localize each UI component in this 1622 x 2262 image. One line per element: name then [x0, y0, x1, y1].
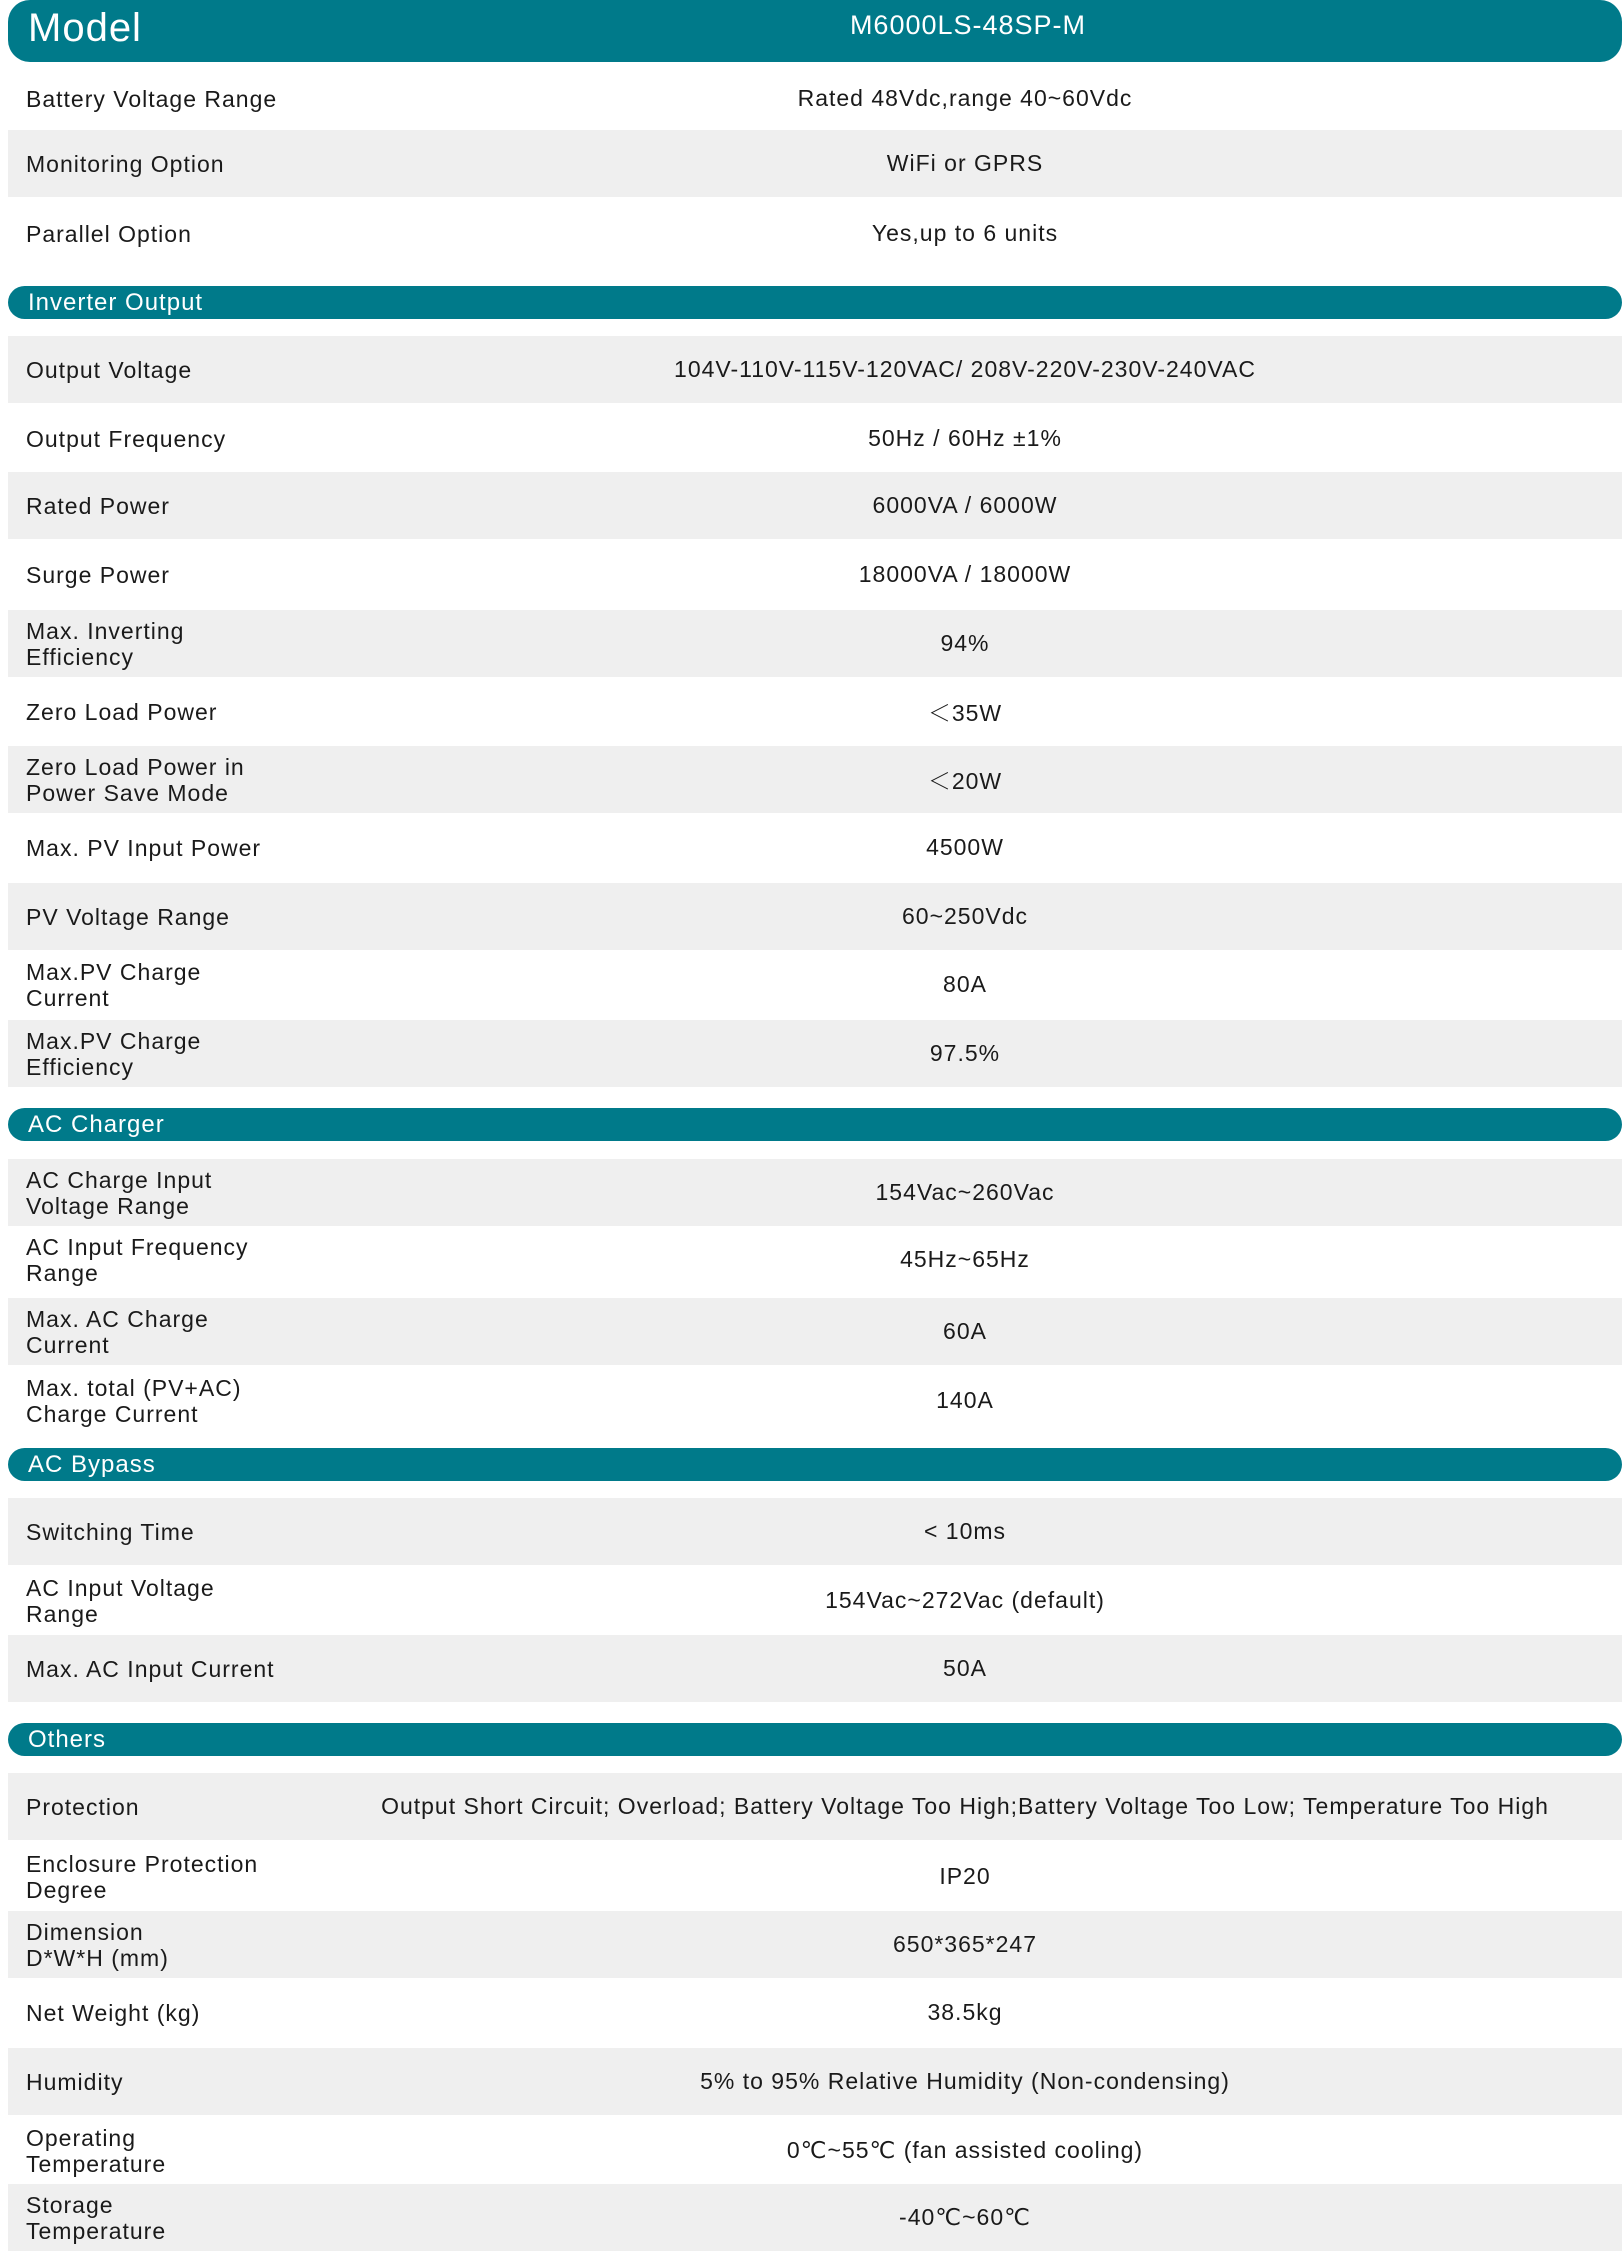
- spec-value: 6000VA / 6000W: [872, 492, 1058, 518]
- spec-value: IP20: [939, 1863, 991, 1889]
- spec-row: [8, 951, 1622, 1018]
- section-title: Inverter Output: [28, 289, 204, 316]
- spec-row: [8, 1298, 1622, 1365]
- spec-value: Rated 48Vdc,range 40~60Vdc: [797, 85, 1133, 111]
- spec-value: 154Vac~272Vac (default): [825, 1587, 1105, 1613]
- section-title: AC Bypass: [28, 1451, 156, 1478]
- section-header-inverter-output: [8, 286, 1622, 319]
- spec-row: [8, 1226, 1622, 1293]
- spec-value: 4500W: [926, 834, 1004, 860]
- spec-value: 140A: [936, 1387, 994, 1413]
- spec-row: [8, 1843, 1622, 1910]
- spec-value: < 10ms: [923, 1518, 1007, 1544]
- spec-key: AC Input Frequency Range: [26, 1233, 249, 1286]
- spec-key: Rated Power: [26, 492, 170, 519]
- spec-row: [8, 2184, 1622, 2251]
- spec-key: Dimension D*W*H (mm): [26, 1918, 169, 1971]
- spec-row: [8, 1635, 1622, 1702]
- section-header-others: [8, 1723, 1622, 1756]
- spec-key: Output Frequency: [26, 425, 227, 452]
- section-title: AC Charger: [28, 1111, 165, 1138]
- spec-key: Protection: [26, 1793, 140, 1820]
- spec-value: 97.5%: [929, 1040, 1001, 1066]
- spec-row: [8, 883, 1622, 950]
- spec-row: [8, 2117, 1622, 2184]
- spec-value: 60~250Vdc: [901, 903, 1029, 929]
- spec-key: Zero Load Power in Power Save Mode: [26, 753, 245, 806]
- spec-value: 0℃~55℃ (fan assisted cooling): [786, 2137, 1144, 2163]
- spec-row: [8, 1567, 1622, 1634]
- spec-value: 38.5kg: [927, 1999, 1003, 2025]
- spec-row: [8, 1979, 1622, 2046]
- spec-value: 94%: [940, 630, 990, 656]
- spec-row: [8, 1367, 1622, 1434]
- spec-key: Surge Power: [26, 561, 170, 588]
- spec-row: [8, 1911, 1622, 1978]
- spec-key: PV Voltage Range: [26, 903, 230, 930]
- spec-row: [8, 678, 1622, 745]
- spec-key: Enclosure Protection Degree: [26, 1850, 259, 1903]
- spec-value: 60A: [943, 1318, 987, 1344]
- spec-row: [8, 405, 1622, 472]
- spec-key: Max. AC Input Current: [26, 1655, 275, 1682]
- model-header: [8, 0, 1622, 62]
- section-title: Others: [28, 1726, 107, 1753]
- spec-row: [8, 130, 1622, 197]
- spec-row: [8, 1020, 1622, 1087]
- spec-value: ＜35W: [927, 700, 1003, 726]
- model-label: Model: [28, 6, 142, 50]
- spec-row: [8, 746, 1622, 813]
- spec-key: Parallel Option: [26, 220, 192, 247]
- section-header-ac-bypass: [8, 1448, 1622, 1481]
- spec-key: Max. total (PV+AC) Charge Current: [26, 1374, 242, 1427]
- spec-key: Battery Voltage Range: [26, 85, 278, 112]
- spec-key: Zero Load Power: [26, 698, 218, 725]
- spec-value: 650*365*247: [892, 1931, 1038, 1957]
- model-value: M6000LS-48SP-M: [849, 10, 1087, 40]
- spec-key: Net Weight (kg): [26, 1999, 201, 2026]
- spec-value: WiFi or GPRS: [886, 150, 1044, 176]
- spec-value: 154Vac~260Vac: [875, 1179, 1055, 1205]
- spec-value: 50Hz / 60Hz ±1%: [868, 425, 1062, 451]
- spec-key: Max.PV Charge Current: [26, 958, 202, 1011]
- spec-row: [8, 541, 1622, 608]
- spec-row: [8, 200, 1622, 267]
- spec-key: Humidity: [26, 2068, 124, 2095]
- spec-row: [8, 2048, 1622, 2115]
- spec-key: Operating Temperature: [26, 2124, 167, 2177]
- spec-row: [8, 1498, 1622, 1565]
- spec-row: [8, 65, 1622, 132]
- spec-value: Output Short Circuit; Overload; Battery Voltage Too High;Battery Voltage Too Low; Temperature Too High: [381, 1793, 1549, 1819]
- spec-key: Output Voltage: [26, 356, 193, 383]
- spec-value: 5% to 95% Relative Humidity (Non-condensing): [700, 2068, 1230, 2094]
- spec-value: 50A: [943, 1655, 987, 1681]
- spec-row: [8, 1773, 1622, 1840]
- spec-value: -40℃~60℃: [899, 2204, 1031, 2230]
- spec-value: 80A: [943, 971, 987, 997]
- spec-key: Storage Temperature: [26, 2191, 167, 2244]
- spec-key: Max. PV Input Power: [26, 834, 262, 861]
- spec-key: Monitoring Option: [26, 150, 225, 177]
- spec-row: [8, 814, 1622, 881]
- spec-value: ＜20W: [927, 768, 1003, 794]
- spec-row: [8, 472, 1622, 539]
- spec-key: Switching Time: [26, 1518, 195, 1545]
- spec-value: 104V-110V-115V-120VAC/ 208V-220V-230V-240VAC: [674, 356, 1256, 382]
- spec-key: Max. Inverting Efficiency: [26, 617, 185, 670]
- spec-key: Max. AC Charge Current: [26, 1305, 209, 1358]
- spec-key: AC Charge Input Voltage Range: [26, 1166, 213, 1219]
- spec-row: [8, 336, 1622, 403]
- spec-value: 18000VA / 18000W: [858, 561, 1072, 587]
- spec-row: [8, 610, 1622, 677]
- section-header-ac-charger: [8, 1108, 1622, 1141]
- spec-row: [8, 1159, 1622, 1226]
- spec-key: AC Input Voltage Range: [26, 1574, 215, 1627]
- spec-value: 45Hz~65Hz: [900, 1246, 1030, 1272]
- spec-value: Yes,up to 6 units: [871, 220, 1059, 246]
- spec-key: Max.PV Charge Efficiency: [26, 1027, 202, 1080]
